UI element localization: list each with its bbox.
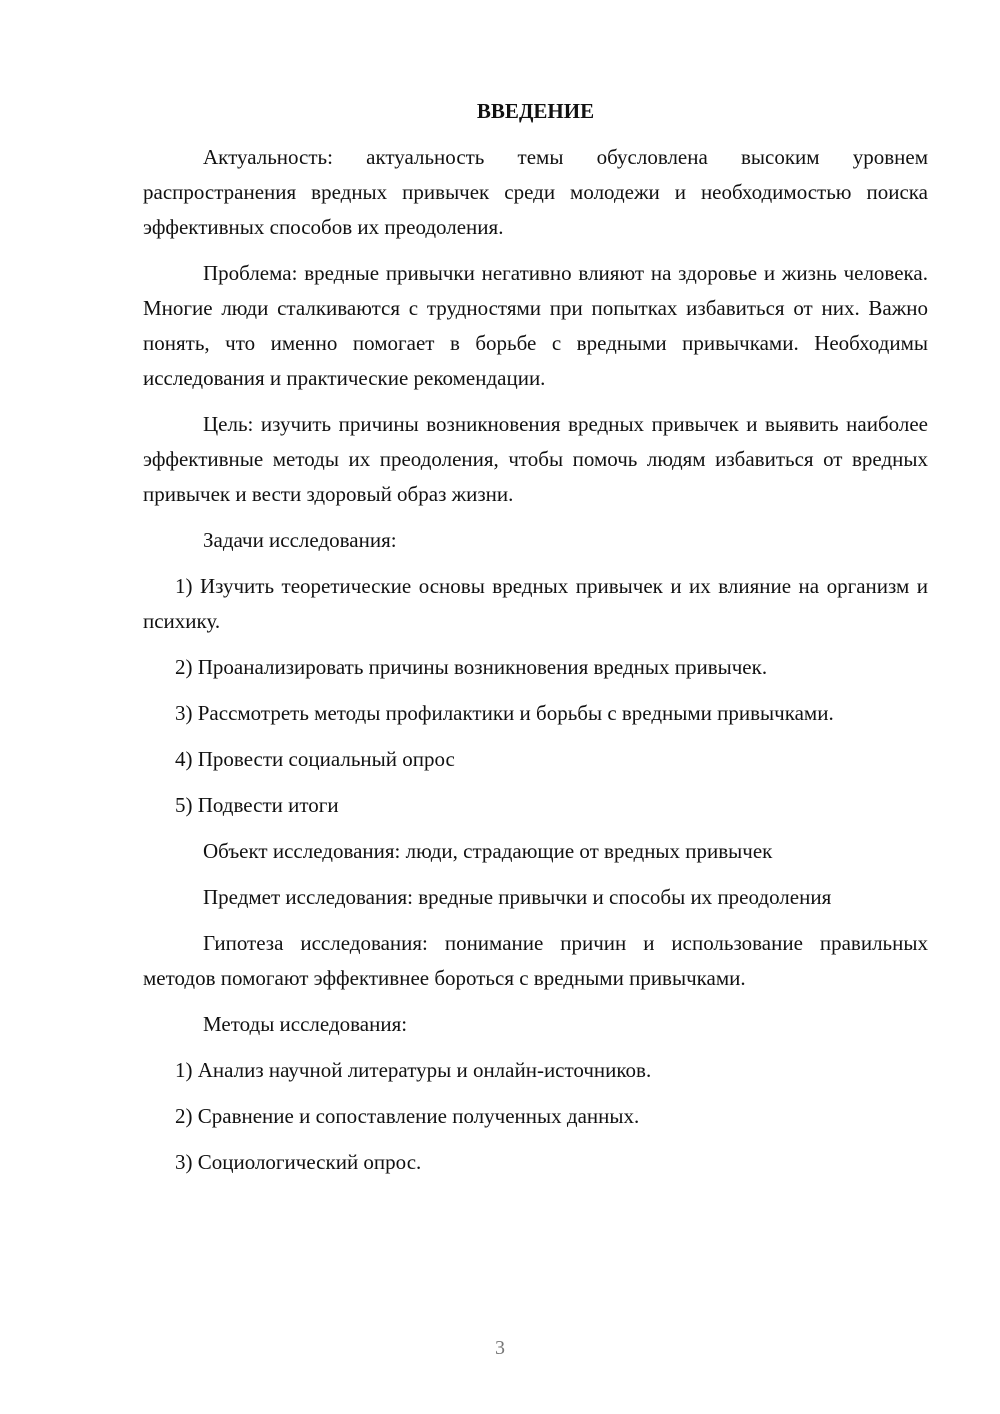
paragraph-goal: Цель: изучить причины возникновения вредных привычек и выявить наиболее эффективные методы их преодоления, чтобы помочь людям избавиться от вредных привычек и вести здоровый образ жизни. (143, 412, 928, 506)
section-title: ВВЕДЕНИЕ (476, 99, 595, 123)
list-item-task-1: 1) Изучить теоретические основы вредных привычек и их влияние на организм и психику. (143, 574, 928, 633)
paragraph-tasks-heading: Задачи исследования: (203, 528, 397, 552)
list-item-task-3: 3) Рассмотреть методы профилактики и борьбы с вредными привычками. (175, 701, 834, 725)
list-item-method-2: 2) Сравнение и сопоставление полученных данных. (175, 1104, 640, 1128)
list-item-task-2: 2) Проанализировать причины возникновения вредных привычек. (175, 655, 768, 679)
paragraph-hypothesis: Гипотеза исследования: понимание причин и использование правильных методов помогают эффективнее бороться с вредными привычками. (143, 931, 928, 990)
list-item-task-5: 5) Подвести итоги (175, 793, 339, 817)
document-page (143, 94, 928, 1191)
list-item-task-4: 4) Провести социальный опрос (175, 747, 455, 771)
paragraph-object: Объект исследования: люди, страдающие от вредных привычек (203, 839, 773, 863)
page-number: 3 (495, 1337, 505, 1359)
list-item-method-3: 3) Социологический опрос. (175, 1150, 422, 1174)
list-item-method-1: 1) Анализ научной литературы и онлайн-источников. (175, 1058, 652, 1082)
paragraph-methods-heading: Методы исследования: (203, 1012, 408, 1036)
paragraph-problem: Проблема: вредные привычки негативно влияют на здоровье и жизнь человека. Многие люди сталкиваются с трудностями при попытках избавиться от них. Важно понять, что именно помогает в борьбе с вредными привычками. Необходимы исследования и практические рекомендации. (143, 261, 928, 390)
paragraph-relevance: Актуальность: актуальность темы обусловлена высоким уровнем распространения вредных привычек среди молодежи и необходимостью поиска эффективных способов их преодоления. (143, 145, 928, 239)
paragraph-subject: Предмет исследования: вредные привычки и способы их преодоления (203, 885, 832, 909)
